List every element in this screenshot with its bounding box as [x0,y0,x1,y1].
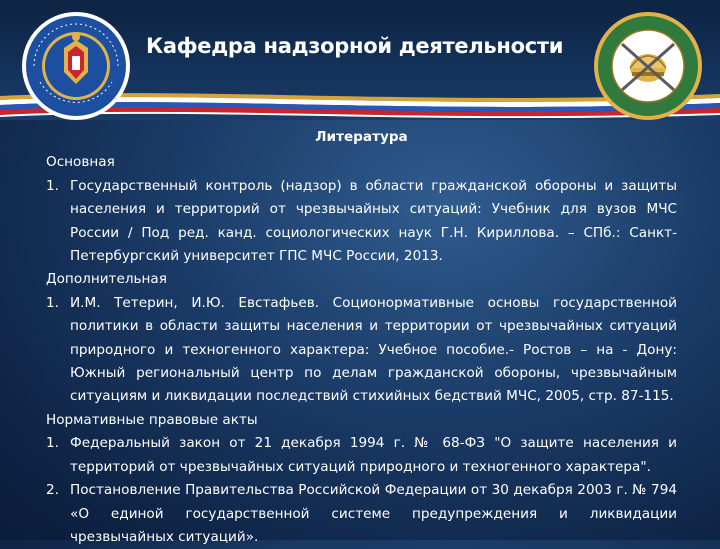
item-number: 1. [46,177,59,194]
item-text: И.М. Тетерин, И.Ю. Евстафьев. Соционормативные основы государственной политики в области защиты населения и территории от чрезвычайных ситуаций природного и техногенного характера: Учебное пособие.- Ростов – на - Дону: Южный региональный центр по делам гражданской обороны, чрезвычайным ситуациям и ликвидации последствий стихийных бедствий МЧС, 2005, стр. 87-115. [70,294,677,405]
page-title: Кафедра надзорной деятельности [146,34,564,58]
item-number: 2. [46,482,59,499]
item-text: Федеральный закон от 21 декабря 1994 г. № 68-ФЗ "О защите населения и территорий от чрезвычайных ситуаций природного и техногенного характера". [70,435,677,475]
list-item [46,432,677,479]
section-label-additional: Дополнительная [46,271,167,288]
item-number: 1. [46,294,59,311]
slide-header [0,0,720,120]
academy-emblem-icon [20,10,132,122]
literature-heading: Литература [315,129,408,145]
section-label-main: Основная [46,154,115,171]
section-label-normative: Нормативные правовые акты [46,411,258,428]
list-item [46,175,677,269]
literature-list [46,126,677,549]
list-item [46,479,677,549]
item-text: Постановление Правительства Российской Федерации от 30 декабря 2003 г. № 794 «О единой государственной системе предупреждения и ликвидации чрезвычайных ситуаций». [70,482,677,545]
list-item [46,292,677,409]
item-text: Государственный контроль (надзор) в области гражданской обороны и защиты населения и территорий от чрезвычайных ситуаций: Учебник для вузов МЧС России / Под ред. канд. социологических наук Г.Н. Кириллова. – СПб.: Санкт-Петербургский университет ГПС МЧС России, 2013. [70,177,677,265]
item-number: 1. [46,435,59,452]
department-emblem-icon [592,10,704,122]
